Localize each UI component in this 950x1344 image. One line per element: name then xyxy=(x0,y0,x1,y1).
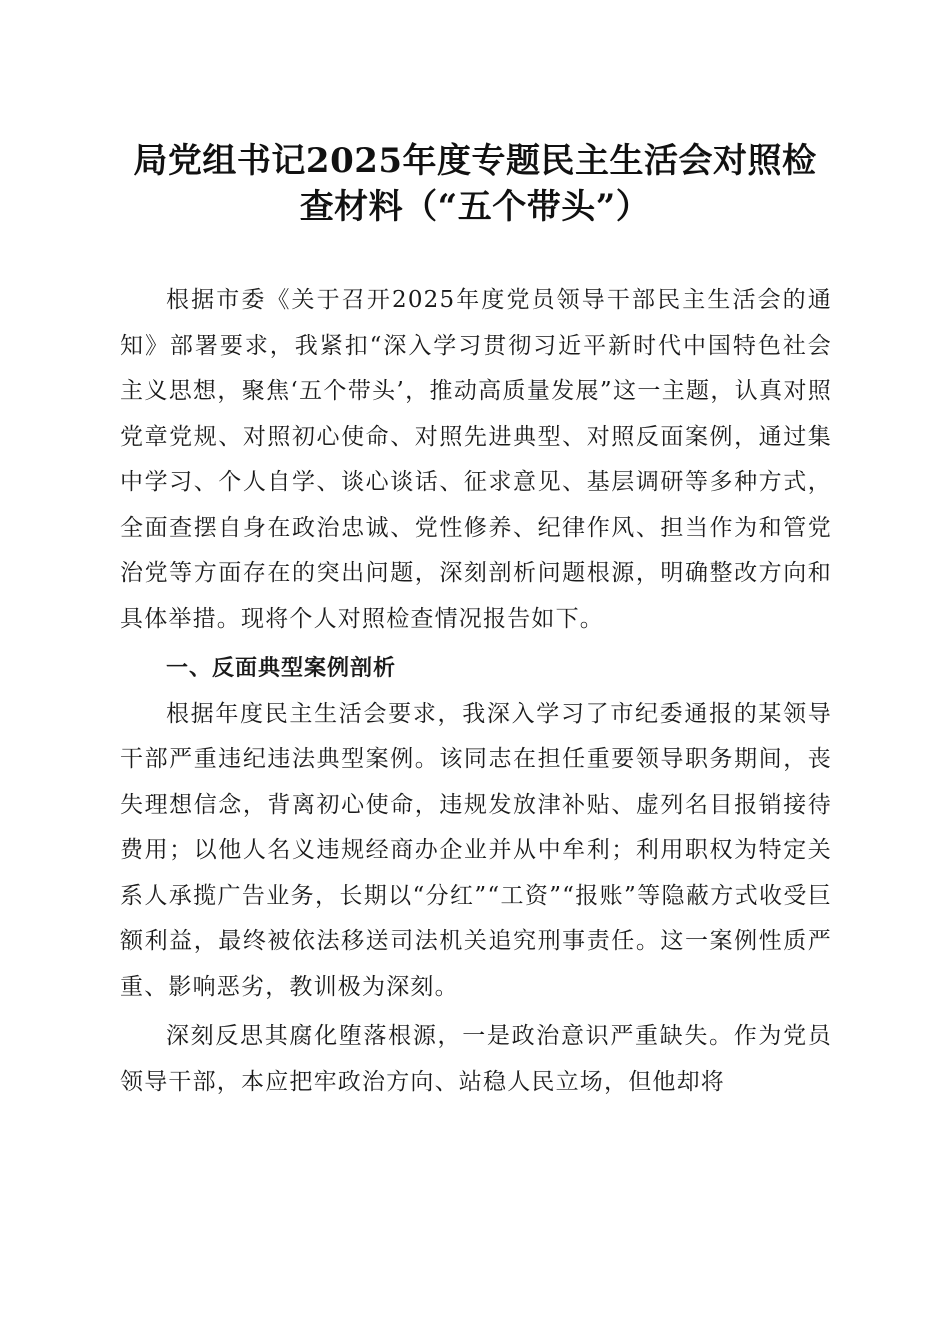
title-line-1: 局党组书记2025年度专题民主生活会对照检 xyxy=(133,141,817,181)
reflection-paragraph: 深刻反思其腐化堕落根源，一是政治意识严重缺失。作为党员领导干部，本应把牢政治方向、站稳人民立场，但他却将 xyxy=(120,1023,832,1095)
section-heading: 一、反面典型案例剖析 xyxy=(166,656,397,681)
case-paragraph: 根据年度民主生活会要求，我深入学习了市纪委通报的某领导干部严重违纪违法典型案例。该同志在担任重要领导职务期间，丧失理想信念，背离初心使命，违规发放津补贴、虚列名目报销接待费用；以他人名义违规经商办企业并从中牟利；利用职权为特定关系人承揽广告业务，长期以“分红”“工资”“报账”等隐蔽方式收受巨额利益，最终被依法移送司法机关追究刑事责任。这一案例性质严重、影响恶劣，教训极为深刻。 xyxy=(120,700,832,1000)
document-title xyxy=(100,138,850,230)
intro-paragraph: 根据市委《关于召开2025年度党员领导干部民主生活会的通知》部署要求，我紧扣“深入学习贯彻习近平新时代中国特色社会主义思想，聚焦‘五个带头’，推动高质量发展”这一主题，认真对照党章党规、对照初心使命、对照先进典型、对照反面案例，通过集中学习、个人自学、谈心谈话、征求意见、基层调研等多种方式，全面查摆自身在政治忠诚、党性修养、纪律作风、担当作为和管党治党等方面存在的突出问题，深刻剖析问题根源，明确整改方向和具体举措。现将个人对照检查情况报告如下。 xyxy=(120,287,832,632)
document-body xyxy=(120,278,832,1105)
title-line-2: 查材料（“五个带头”） xyxy=(299,187,651,227)
